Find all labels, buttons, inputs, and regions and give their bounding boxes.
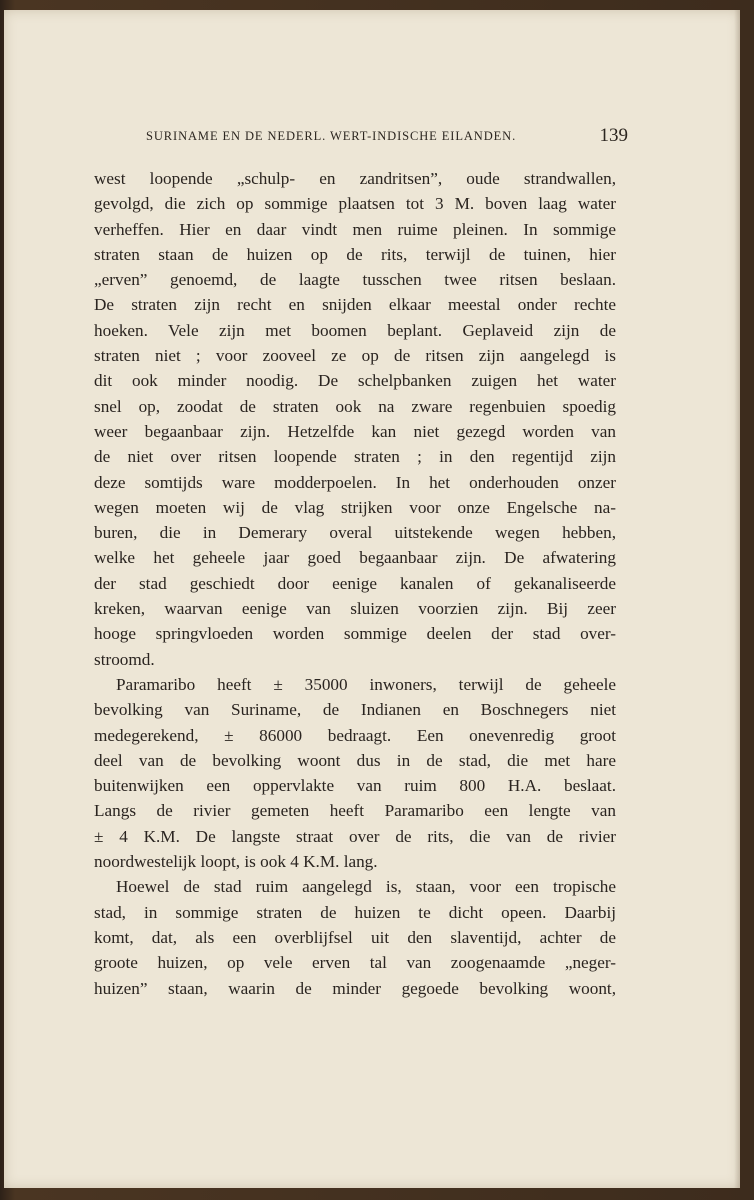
text-line: buitenwijken een oppervlakte van ruim 800 H.A. beslaat.: [94, 776, 616, 796]
text-line: der stad geschiedt door eenige kanalen of gekanaliseerde: [94, 573, 616, 593]
text-line: De straten zijn recht en snijden elkaar meestal onder rechte: [94, 295, 616, 315]
text-line: medegerekend, ± 86000 bedraagt. Een onevenredig groot: [94, 725, 616, 745]
text-line: deze somtijds ware modderpoelen. In het onderhouden onzer: [94, 472, 616, 492]
text-line: stad, in sommige straten de huizen te dicht opeen. Daarbij: [94, 902, 616, 922]
text-line: weer begaanbaar zijn. Hetzelfde kan niet gezegd worden van: [94, 421, 616, 441]
text-line: de niet over ritsen loopende straten ; in den regentijd zijn: [94, 447, 616, 467]
text-line: ± 4 K.M. De langste straat over de rits, die van de rivier: [94, 826, 616, 846]
text-line: gevolgd, die zich op sommige plaatsen tot 3 M. boven laag water: [94, 194, 616, 214]
paragraph-start-line: Paramaribo heeft ± 35000 inwoners, terwijl de geheele: [116, 674, 616, 694]
text-line: groote huizen, op vele erven tal van zoogenaamde „neger-: [94, 953, 616, 973]
text-line: komt, dat, als een overblijfsel uit den slaventijd, achter de: [94, 927, 616, 947]
text-line: huizen” staan, waarin de minder gegoede bevolking woont,: [94, 978, 616, 998]
text-line: straten niet ; voor zooveel ze op de ritsen zijn aangelegd is: [94, 346, 616, 366]
text-line: Langs de rivier gemeten heeft Paramaribo een lengte van: [94, 801, 616, 821]
page-number: 139: [599, 125, 628, 146]
text-line: hooge springvloeden worden sommige deelen der stad over-: [94, 624, 616, 644]
text-line: snel op, zoodat de straten ook na zware regenbuien spoedig: [94, 396, 616, 416]
text-line: hoeken. Vele zijn met boomen beplant. Geplaveid zijn de: [94, 320, 616, 340]
text-line: welke het geheele jaar goed begaanbaar zijn. De afwatering: [94, 548, 616, 568]
text-line: „erven” genoemd, de laagte tusschen twee ritsen beslaan.: [94, 270, 616, 290]
text-line: west loopende „schulp- en zandritsen”, oude strandwallen,: [94, 169, 616, 188]
text-line: bevolking van Suriname, de Indianen en Boschnegers niet: [94, 700, 616, 720]
body-text: [94, 166, 616, 1001]
text-line: dit ook minder noodig. De schelpbanken zuigen het water: [94, 371, 616, 391]
text-line: buren, die in Demerary overal uitstekende wegen hebben,: [94, 523, 616, 543]
text-line: straten staan de huizen op de rits, terwijl de tuinen, hier: [94, 244, 616, 264]
text-line: kreken, waarvan eenige van sluizen voorzien zijn. Bij zeer: [94, 599, 616, 619]
paragraph-start-line: Hoewel de stad ruim aangelegd is, staan, voor een tropische: [116, 877, 616, 897]
text-line: noordwestelijk loopt, is ook 4 K.M. lang.: [94, 852, 378, 872]
text-line: stroomd.: [94, 649, 155, 669]
text-line: wegen moeten wij de vlag strijken voor onze Engelsche na-: [94, 497, 616, 517]
page-edge-shadow: [734, 10, 740, 1188]
running-head-title: SURINAME EN DE NEDERL. WERT-INDISCHE EILANDEN.: [146, 129, 517, 143]
text-line: deel van de bevolking woont dus in de stad, die met hare: [94, 750, 616, 770]
text-line: verheffen. Hier en daar vindt men ruime pleinen. In sommige: [94, 219, 616, 239]
running-head: [146, 125, 628, 147]
